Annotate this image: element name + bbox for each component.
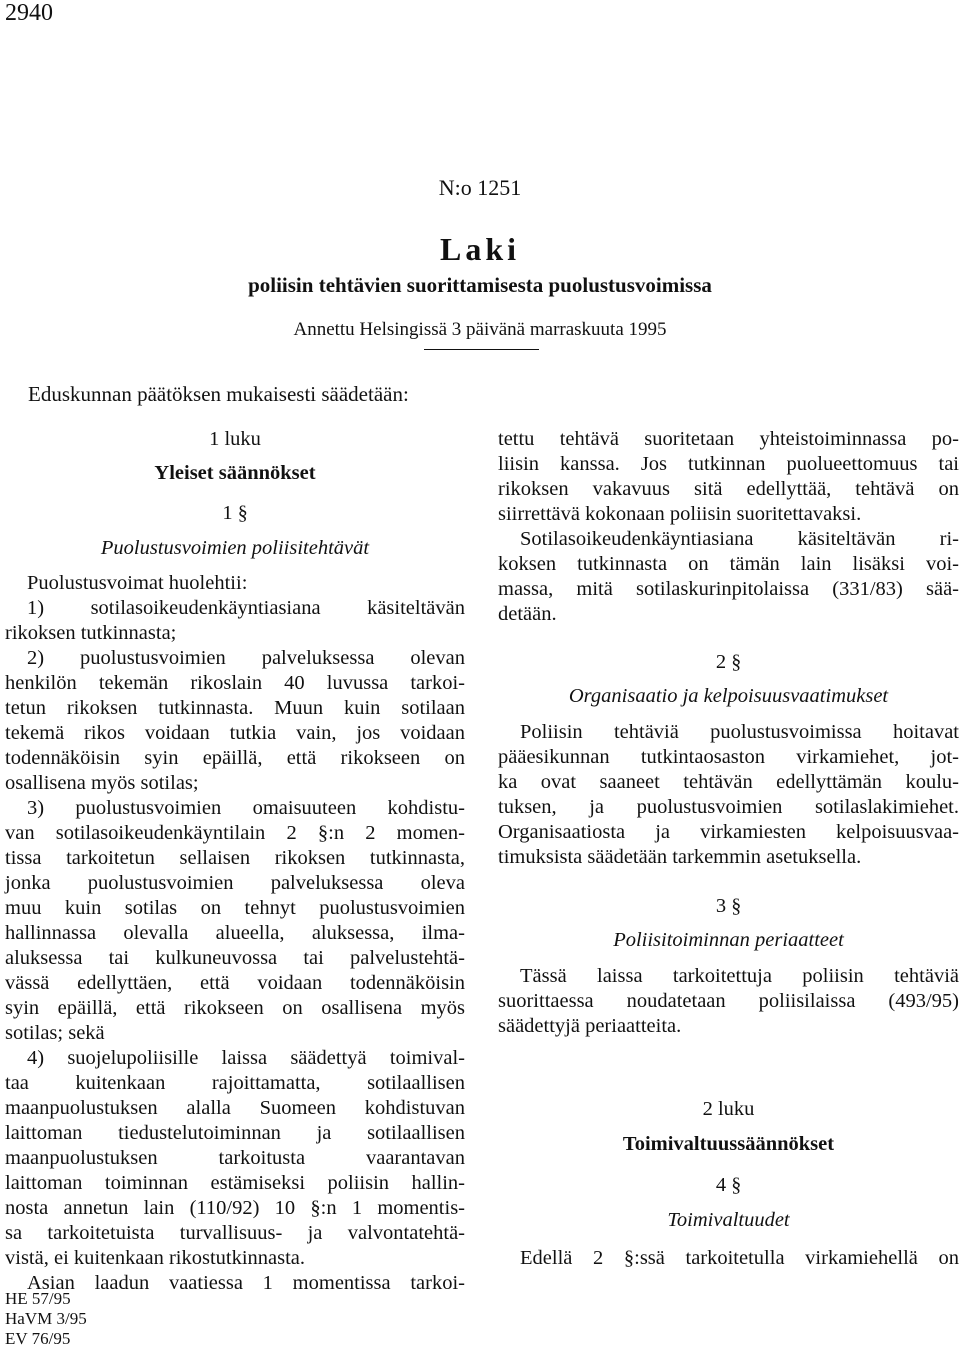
body-line: Poliisin tehtäviä puolustusvoimissa hoitavat (520, 721, 959, 743)
body-line: Asian laadun vaatiessa 1 momentissa tarkoi- (27, 1272, 465, 1294)
body-line: tekemä rikos voidaan tutkia vain, jos voidaan (5, 722, 465, 744)
section-1-continued (498, 427, 959, 627)
body-line: syin epäillä, että rikokseen on osallisena myös (5, 997, 465, 1019)
body-line: pääesikunnan tutkintaosaston virkamiehet, jot- (498, 746, 959, 768)
body-line: siirrettävä kokonaan poliisin suoritettavaksi. (498, 503, 862, 525)
body-line: osallisena myös sotilas; (5, 772, 199, 794)
section-4-number: 4 (715, 1174, 727, 1196)
chapter-2-title: Toimivaltuussäännökset (622, 1133, 835, 1155)
section-1-number: 1 (222, 502, 233, 524)
body-line: sotilas; sekä (5, 1022, 105, 1044)
body-line: nosta annetun lain (110/92) 10 §:n 1 momentis- (5, 1197, 465, 1219)
section-4-body (498, 1246, 959, 1271)
section-1-body (5, 571, 465, 1296)
section-sign-icon: § (731, 651, 742, 673)
footnotes (5, 1289, 87, 1349)
body-line: maanpuolustuksen tarkoitusta vaarantavan (5, 1147, 465, 1169)
body-line: 4) suojelupoliisille laissa säädettyä toimival- (27, 1047, 465, 1069)
body-line: jonka puolustusvoimien palveluksessa oleva (5, 872, 465, 894)
chapter-1-label: 1 luku (209, 428, 261, 450)
given-date: Annettu Helsingissä 3 päivänä marraskuuta 1995 (293, 319, 667, 340)
body-line: tuksen, ja puolustusvoimien sotilaslakimiehet. (498, 796, 959, 818)
footnote-line: HE 57/95 (5, 1289, 71, 1308)
body-line: timuksista säädetään tarkemmin asetuksella. (498, 846, 862, 868)
body-line: 3) puolustusvoimien omaisuuteen kohdistu- (27, 797, 465, 819)
section-2-body (498, 720, 959, 870)
body-line: Edellä 2 §:ssä tarkoitetulla virkamiehellä on (520, 1247, 959, 1269)
section-3-body (498, 964, 959, 1039)
section-2-heading (498, 650, 959, 675)
body-line: Puolustusvoimat huolehtii: (27, 572, 248, 594)
body-line: Tässä laissa tarkoitettuja poliisin tehtäviä (520, 965, 959, 987)
body-line: vässä edellyttäen, että voidaan todennäköisin (5, 972, 465, 994)
body-line: laittoman tiedustelutoiminnan ja sotilaallisen (5, 1122, 465, 1144)
footnote-line: EV 76/95 (5, 1329, 71, 1348)
body-line: detään. (498, 603, 557, 625)
body-line: liisin kanssa. Jos tutkinnan puolueettomuus tai (498, 453, 959, 475)
statute-number: N:o 1251 (438, 175, 522, 200)
body-line: massa, mitä sotilaskurinpitolaissa (331/83) sää- (498, 578, 959, 600)
section-2-number: 2 (715, 651, 727, 673)
footnote-line: HaVM 3/95 (5, 1309, 87, 1328)
section-3-number: 3 (715, 895, 727, 917)
body-line: laittoman toiminnan estämiseksi poliisin hallin- (5, 1172, 465, 1194)
enactment-clause: Eduskunnan päätöksen mukaisesti säädetään: (28, 382, 409, 406)
chapter-2-label: 2 luku (702, 1098, 755, 1120)
act-title: Laki (439, 231, 521, 267)
body-line: tissa tarkoitetun sellaisen rikoksen tutkinnasta, (5, 847, 465, 869)
body-line: van sotilasoikeudenkäyntilain 2 §:n 2 momen- (5, 822, 465, 844)
separator-rule (424, 349, 539, 350)
body-line: todennäköisin syin epäillä, että rikokseen on (5, 747, 465, 769)
body-line: rikoksen vakavuus sitä edellyttää, tehtävä on (498, 478, 959, 500)
section-sign-icon: § (731, 895, 742, 917)
body-line: suorittaessa noudatetaan poliisilaissa (493/95) (498, 990, 959, 1012)
body-line: taa kuitenkaan rajoittamatta, sotilaallisen (5, 1072, 465, 1094)
body-line: aluksessa tai kulkuneuvossa tai palvelustehtä- (5, 947, 465, 969)
section-1-heading (5, 501, 465, 526)
body-line: koksen tutkinnasta on tämän lain lisäksi voi- (498, 553, 959, 575)
body-line: vistä, ei kuitenkaan rikostutkinnasta. (5, 1247, 306, 1269)
body-line: sa tarkoitetuista turvallisuus- ja valvontatehtä- (5, 1222, 465, 1244)
chapter-1-title: Yleiset säännökset (154, 462, 316, 484)
body-line: muu kuin sotilas on tehnyt puolustusvoimien (5, 897, 465, 919)
body-line: tetun rikoksen tutkinnasta. Muun kuin sotilaan (5, 697, 465, 719)
section-4-title: Toimivaltuudet (667, 1209, 790, 1231)
body-line: maanpuolustuksen alalla Suomeen kohdistuvan (5, 1097, 465, 1119)
body-line: rikoksen tutkinnasta; (5, 622, 177, 644)
section-sign-icon: § (237, 502, 248, 524)
body-line: 2) puolustusvoimien palveluksessa olevan (27, 647, 465, 669)
section-3-title: Poliisitoiminnan periaatteet (613, 929, 844, 951)
body-line: Organisaatiosta ja virkamiesten kelpoisuusvaa- (498, 821, 959, 843)
act-subtitle: poliisin tehtävien suorittamisesta puolustusvoimissa (248, 273, 712, 297)
section-sign-icon: § (731, 1174, 742, 1196)
section-1-title: Puolustusvoimien poliisitehtävät (100, 537, 370, 559)
body-line: ka ovat saaneet tehtävän edellyttämän koulu- (498, 771, 959, 793)
section-2-title: Organisaatio ja kelpoisuusvaatimukset (568, 685, 889, 707)
body-line: 1) sotilasoikeudenkäyntiasiana käsiteltävän (27, 597, 465, 619)
body-line: Sotilasoikeudenkäyntiasiana käsiteltävän ri- (520, 528, 959, 550)
page-number: 2940 (5, 0, 53, 26)
body-line: tettu tehtävä suoritetaan yhteistoiminnassa po- (498, 428, 959, 450)
body-line: hallinnassa olevalla alueella, aluksessa, ilma- (5, 922, 465, 944)
body-line: henkilön tekemän rikoslain 40 luvussa tarkoi- (5, 672, 465, 694)
body-line: säädettyjä periaatteita. (498, 1015, 682, 1037)
section-3-heading (498, 894, 959, 919)
section-4-heading (498, 1173, 959, 1198)
